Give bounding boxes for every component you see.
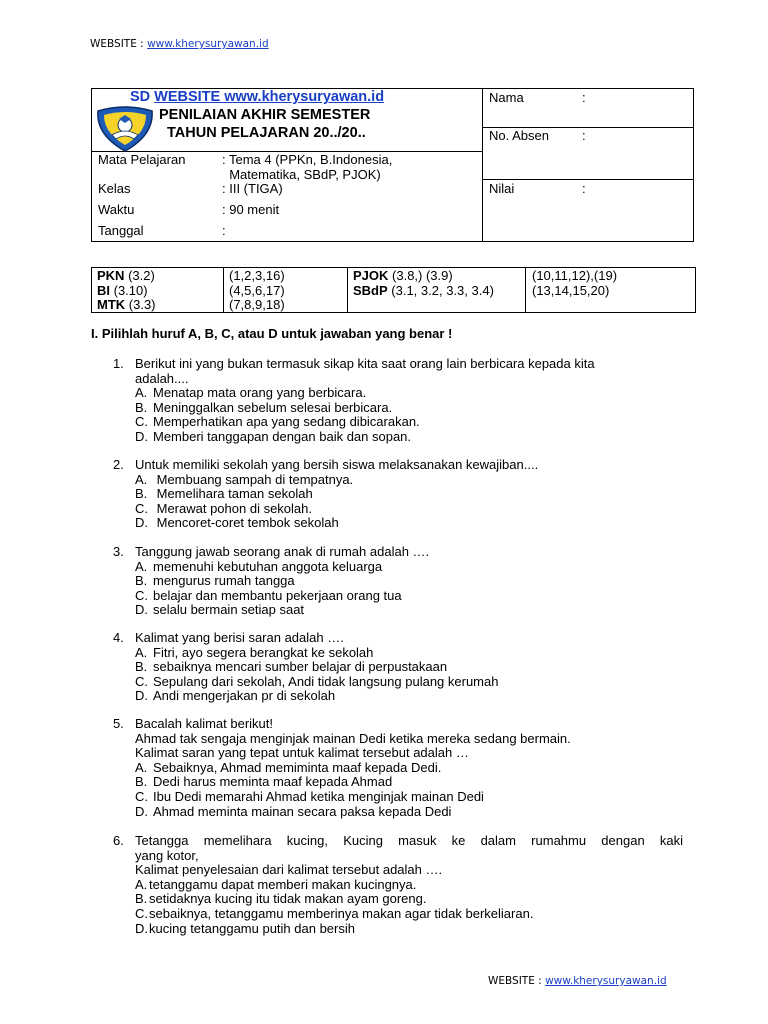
- school-website[interactable]: WEBSITE www.kherysuryawan.id: [154, 89, 385, 105]
- subject-row: PKN (3.2): [97, 268, 155, 283]
- question-3: [113, 545, 683, 618]
- section-title: I. Pilihlah huruf A, B, C, atau D untuk jawaban yang benar !: [91, 326, 453, 341]
- option-c[interactable]: C. Memperhatikan apa yang sedang dibicarakan.: [135, 414, 420, 430]
- option-b[interactable]: B. Memelihara taman sekolah: [135, 486, 313, 502]
- subject-col-numbers-2: [532, 269, 617, 298]
- option-d[interactable]: D.kucing tetanggamu putih dan bersih: [135, 920, 355, 936]
- divider: [347, 268, 348, 313]
- question-range: (10,11,12),(19): [532, 268, 618, 283]
- school-name: [130, 89, 384, 105]
- label-nama: Nama: [489, 90, 524, 105]
- question-stem: Ahmad tak sengaja menginjak mainan Dedi ketika mereka sedang bermain.: [135, 730, 571, 746]
- option-a[interactable]: A. Fitri, ayo segera berangkat ke sekolah: [135, 644, 374, 660]
- question-number: 2.: [113, 457, 124, 472]
- value-line: Matematika, SBdP, PJOK): [222, 167, 381, 182]
- option-b[interactable]: B. mengurus rumah tangga: [135, 573, 295, 589]
- website-prefix: WEBSITE :: [90, 38, 148, 50]
- option-c[interactable]: C. belajar dan membantu pekerjaan orang tua: [135, 587, 402, 603]
- subject-row: PJOK (3.8,) (3.9): [353, 268, 453, 283]
- option-b[interactable]: B. sebaiknya mencari sumber belajar di perpustakaan: [135, 659, 448, 675]
- value-tanggal: :: [222, 223, 226, 238]
- question-stem: yang kotor,: [135, 847, 199, 863]
- question-number: 3.: [113, 544, 124, 559]
- question-stem: Bacalah kalimat berikut!: [135, 716, 274, 731]
- question-4: [113, 631, 683, 704]
- label-no-absen: No. Absen: [489, 128, 549, 143]
- field-no-absen[interactable]: :: [582, 128, 586, 143]
- school-prefix: SD: [130, 89, 151, 105]
- question-2: [113, 458, 683, 531]
- website-prefix: WEBSITE :: [488, 975, 546, 987]
- option-b[interactable]: B. Meninggalkan sebelum selesai berbicara.: [135, 399, 393, 415]
- website-link[interactable]: www.kherysuryawan.id: [147, 38, 269, 50]
- question-6: [113, 834, 683, 936]
- header-website: [90, 38, 269, 50]
- subject-row: MTK (3.3): [97, 297, 156, 312]
- field-nilai[interactable]: :: [582, 181, 586, 196]
- divider: [482, 89, 483, 242]
- question-number: 4.: [113, 630, 124, 645]
- question-number: 6.: [113, 833, 124, 848]
- question-range: (7,8,9,18): [229, 297, 285, 312]
- question-range: (4,5,6,17): [229, 282, 285, 298]
- exam-year: TAHUN PELAJARAN 20../20..: [167, 125, 366, 141]
- option-d[interactable]: D. Mencoret-coret tembok sekolah: [135, 515, 339, 531]
- question-stem: Tanggung jawab seorang anak di rumah adalah ….: [135, 544, 430, 559]
- question-range: (1,2,3,16): [229, 268, 285, 283]
- question-number: 1.: [113, 356, 124, 371]
- option-c[interactable]: C. Merawat pohon di sekolah.: [135, 500, 312, 516]
- option-d[interactable]: D. Memberi tanggapan dengan baik dan sopan.: [135, 428, 412, 444]
- subject-col-numbers-1: [229, 269, 285, 313]
- value-line: : Tema 4 (PPKn, B.Indonesia,: [222, 152, 393, 167]
- subject-col-names-2: [353, 269, 494, 298]
- question-stem: Kalimat penyelesaian dari kalimat tersebut adalah ….: [135, 862, 443, 878]
- label-tanggal: Tanggal: [98, 223, 144, 238]
- option-a[interactable]: A. memenuhi kebutuhan anggota keluarga: [135, 558, 383, 574]
- question-stem: Berikut ini yang bukan termasuk sikap kita saat orang lain berbicara kepada kita: [135, 356, 595, 371]
- question-stem: adalah....: [135, 370, 189, 386]
- option-d[interactable]: D. Ahmad meminta mainan secara paksa kepada Dedi: [135, 803, 452, 819]
- exam-header-box: [91, 88, 694, 242]
- label-mata-pelajaran: Mata Pelajaran: [98, 152, 186, 167]
- field-nama[interactable]: :: [582, 90, 586, 105]
- value-kelas: : III (TIGA): [222, 181, 283, 196]
- question-stem: Tetangga memelihara kucing, Kucing masuk ke dalam rumahmu dengan kaki: [135, 833, 683, 848]
- question-stem: Untuk memiliki sekolah yang bersih siswa melaksanakan kewajiban....: [135, 457, 539, 472]
- footer-website: [488, 975, 667, 987]
- exam-title: PENILAIAN AKHIR SEMESTER: [159, 107, 371, 123]
- website-link[interactable]: www.kherysuryawan.id: [545, 975, 667, 987]
- question-stem: Kalimat yang berisi saran adalah ….: [135, 630, 344, 645]
- divider: [525, 268, 526, 313]
- option-b[interactable]: B. Dedi harus meminta maaf kepada Ahmad: [135, 774, 393, 790]
- subject-row: BI (3.10): [97, 282, 148, 298]
- subject-table: [91, 267, 696, 313]
- question-1: [113, 357, 683, 445]
- option-b[interactable]: B. setidaknya kucing itu tidak makan ayam goreng.: [135, 891, 427, 907]
- label-kelas: Kelas: [98, 181, 131, 196]
- label-waktu: Waktu: [98, 202, 135, 217]
- option-a[interactable]: A. Menatap mata orang yang berbicara.: [135, 385, 367, 401]
- divider: [482, 179, 694, 180]
- question-stem: Kalimat saran yang tepat untuk kalimat tersebut adalah …: [135, 745, 469, 761]
- label-nilai: Nilai: [489, 181, 515, 196]
- option-a[interactable]: A. Sebaiknya, Ahmad memiminta maaf kepada Dedi.: [135, 759, 442, 775]
- school-logo-icon: [94, 105, 156, 153]
- subject-row: SBdP (3.1, 3.2, 3.3, 3.4): [353, 282, 494, 298]
- divider: [223, 268, 224, 313]
- value-mata-pelajaran: [222, 152, 392, 182]
- value-waktu: : 90 menit: [222, 202, 280, 217]
- question-number: 5.: [113, 716, 124, 731]
- subject-col-names-1: [97, 269, 156, 313]
- option-a[interactable]: A. Membuang sampah di tempatnya.: [135, 471, 354, 487]
- question-range: (13,14,15,20): [532, 282, 610, 298]
- option-d[interactable]: D. selalu bermain setiap saat: [135, 602, 305, 618]
- option-c[interactable]: C. Ibu Dedi memarahi Ahmad ketika menginjak mainan Dedi: [135, 788, 484, 804]
- option-c[interactable]: C.sebaiknya, tetanggamu memberinya makan agar tidak berkeliaran.: [135, 905, 534, 921]
- option-c[interactable]: C. Sepulang dari sekolah, Andi tidak langsung pulang kerumah: [135, 673, 499, 689]
- question-5: [113, 717, 683, 819]
- option-d[interactable]: D. Andi mengerjakan pr di sekolah: [135, 688, 336, 704]
- option-a[interactable]: A. tetanggamu dapat memberi makan kucingnya.: [135, 876, 417, 892]
